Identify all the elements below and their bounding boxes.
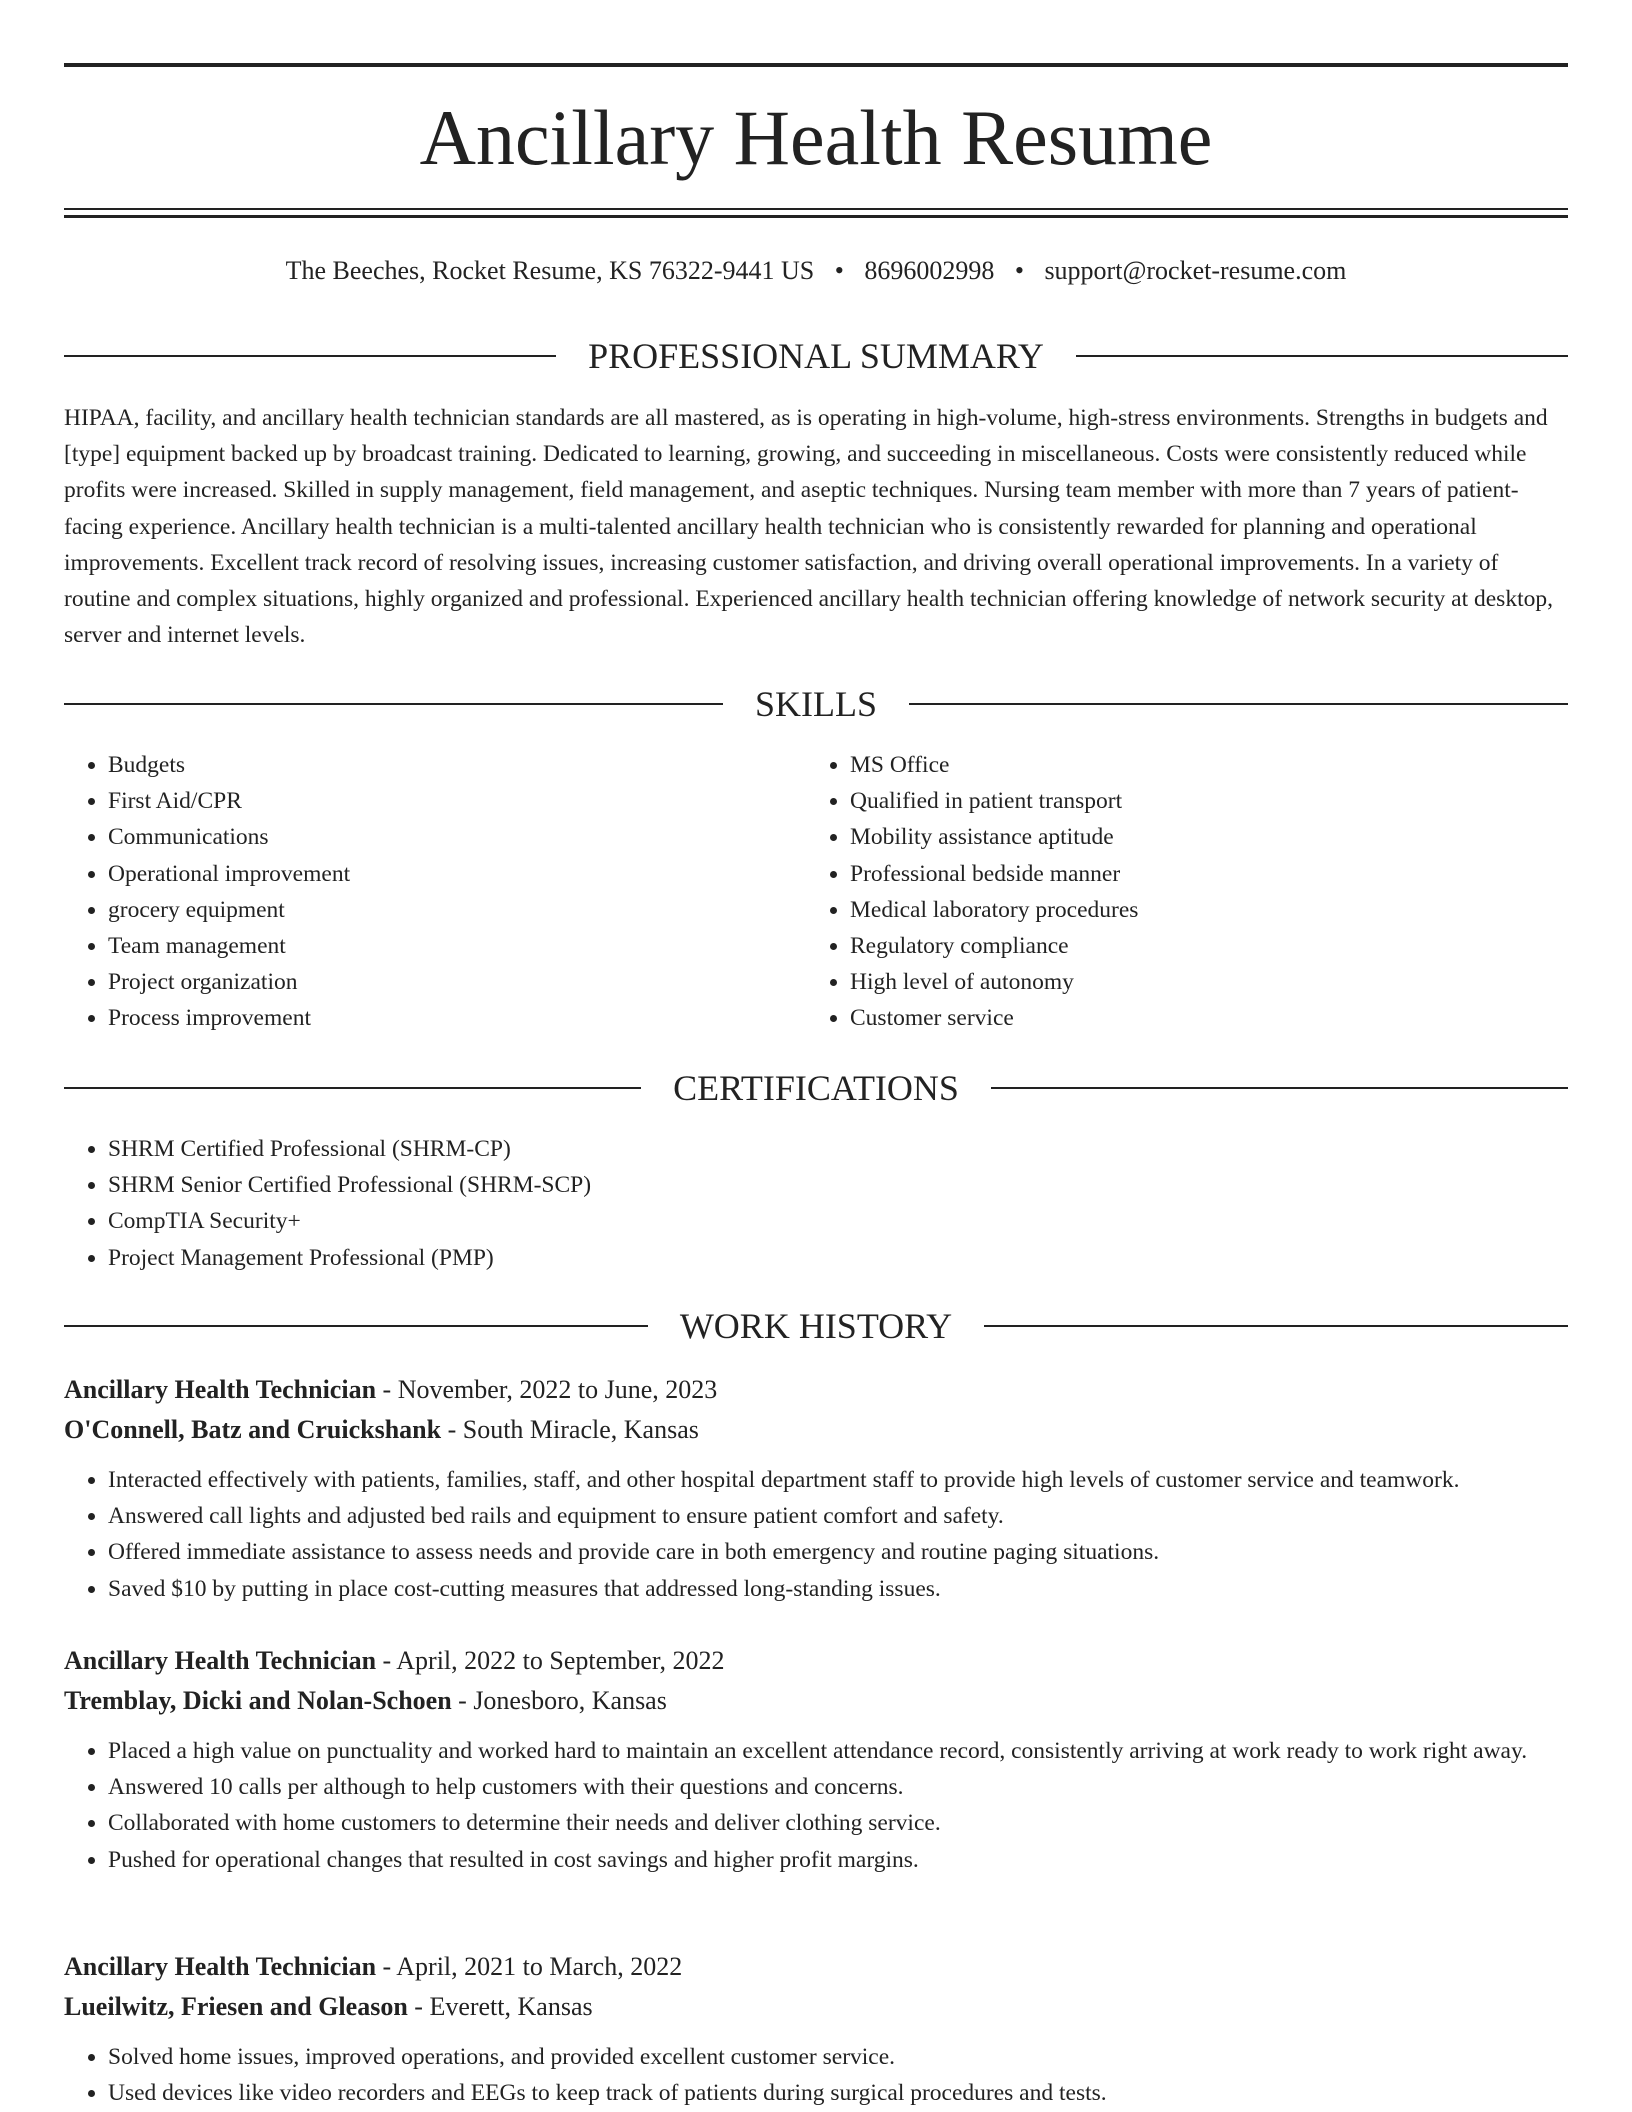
- contact-address: The Beeches, Rocket Resume, KS 76322-9441 US: [285, 256, 815, 285]
- skills-column-right: [806, 747, 1566, 1037]
- job-bullet: • Used devices like video recorders and EEGs to keep track of patients during surgical procedures and tests.: [108, 2075, 1568, 2111]
- job-location: - South Miracle, Kansas: [441, 1415, 699, 1444]
- certification-item: • SHRM Senior Certified Professional (SHRM-SCP): [108, 1167, 1568, 1203]
- job-company-line: [64, 1987, 1568, 2027]
- job-company-line: [64, 1681, 1568, 1721]
- skill-item: • High level of autonomy: [850, 964, 1566, 1000]
- job-dates: - November, 2022 to June, 2023: [376, 1375, 718, 1404]
- job-title: Ancillary Health Technician: [64, 1952, 377, 1981]
- job-bullets: [64, 2039, 1568, 2111]
- skills-column-left: [64, 747, 804, 1037]
- job-title-line: [64, 1370, 1568, 1410]
- job-bullet: • Placed a high value on punctuality and worked hard to maintain an excellent attendance record, consistently arriving at work ready to work right away.: [108, 1733, 1568, 1769]
- certifications-heading-label: CERTIFICATIONS: [673, 1068, 959, 1108]
- job-bullets: [64, 1733, 1568, 1878]
- heading-rule-left: [64, 355, 556, 357]
- skills-heading-label: SKILLS: [755, 684, 878, 724]
- contact-separator: •: [834, 256, 844, 285]
- certifications-list: [64, 1131, 1568, 1276]
- skills-heading: [64, 682, 1568, 726]
- job-entry: [64, 1641, 1568, 1878]
- skill-item: • MS Office: [850, 747, 1566, 783]
- job-dates: - April, 2021 to March, 2022: [376, 1952, 683, 1981]
- contact-line: [64, 253, 1568, 289]
- certification-item: • SHRM Certified Professional (SHRM-CP): [108, 1131, 1568, 1167]
- skill-item: • Budgets: [108, 747, 804, 783]
- skill-item: • Project organization: [108, 964, 804, 1000]
- job-company: Lueilwitz, Friesen and Gleason: [64, 1992, 408, 2021]
- job-bullet: • Answered call lights and adjusted bed rails and equipment to ensure patient comfort and safety.: [108, 1498, 1568, 1534]
- heading-rule-right: [984, 1325, 1568, 1327]
- skill-item: • Qualified in patient transport: [850, 783, 1566, 819]
- job-bullet: • Interacted effectively with patients, families, staff, and other hospital department staff to provide high levels of customer service and teamwork.: [108, 1462, 1568, 1498]
- summary-heading-label: PROFESSIONAL SUMMARY: [588, 336, 1044, 376]
- skill-item: • Professional bedside manner: [850, 856, 1566, 892]
- job-bullets: [64, 1462, 1568, 1607]
- job-location: - Jonesboro, Kansas: [451, 1686, 667, 1715]
- job-title: Ancillary Health Technician: [64, 1646, 377, 1675]
- certifications-block: [64, 1131, 1568, 1276]
- contact-phone: 8696002998: [864, 256, 995, 285]
- job-entry: [64, 1370, 1568, 1607]
- work-history-heading: [64, 1304, 1568, 1348]
- job-bullet: • Solved home issues, improved operations, and provided excellent customer service.: [108, 2039, 1568, 2075]
- contact-separator: •: [1014, 256, 1024, 285]
- header-rule-lower: [64, 215, 1568, 218]
- job-dates: - April, 2022 to September, 2022: [376, 1646, 725, 1675]
- job-company: O'Connell, Batz and Cruickshank: [64, 1415, 442, 1444]
- job-company-line: [64, 1410, 1568, 1450]
- skill-item: • Regulatory compliance: [850, 928, 1566, 964]
- header-top-rule: [64, 63, 1568, 67]
- resume-title: Ancillary Health Resume: [419, 94, 1213, 181]
- heading-rule-right: [909, 703, 1568, 705]
- heading-rule-right: [991, 1087, 1568, 1089]
- contact-email: support@rocket-resume.com: [1044, 256, 1347, 285]
- job-title: Ancillary Health Technician: [64, 1375, 377, 1404]
- skill-item: • Customer service: [850, 1000, 1566, 1036]
- skill-item: • Mobility assistance aptitude: [850, 819, 1566, 855]
- job-bullet: • Answered 10 calls per although to help customers with their questions and concerns.: [108, 1769, 1568, 1805]
- skill-item: • First Aid/CPR: [108, 783, 804, 819]
- skills-list-left: [64, 747, 804, 1037]
- certification-item: • CompTIA Security+: [108, 1203, 1568, 1239]
- job-title-line: [64, 1947, 1568, 1987]
- job-bullet: • Saved $10 by putting in place cost-cutting measures that addressed long-standing issues.: [108, 1571, 1568, 1607]
- job-entry: [64, 1947, 1568, 2111]
- certifications-heading: [64, 1066, 1568, 1110]
- summary-text: HIPAA, facility, and ancillary health technician standards are all mastered, as is operating in high-volume, high-stress environments. Strengths in budgets and [type] equipment backed up by broadcast training. Dedicated to learning, growing, and succeeding in miscellaneous. Costs were consistently reduced while profits were increased. Skilled in supply management, field management, and aseptic techniques. Nursing team member with more than 7 years of patient-facing experience. Ancillary health technician is a multi-talented ancillary health technician who is consistently rewarded for planning and operational improvements. Excellent track record of resolving issues, increasing customer satisfaction, and driving overall operational improvements. In a variety of routine and complex situations, highly organized and professional. Experienced ancillary health technician offering knowledge of network security at desktop, server and internet levels.: [64, 405, 1553, 649]
- skills-list-right: [806, 747, 1566, 1037]
- job-bullet: • Offered immediate assistance to assess needs and provide care in both emergency and routine paging situations.: [108, 1534, 1568, 1570]
- heading-rule-left: [64, 1087, 641, 1089]
- skill-item: • grocery equipment: [108, 892, 804, 928]
- job-bullet: • Pushed for operational changes that resulted in cost savings and higher profit margins.: [108, 1842, 1568, 1878]
- skill-item: • Team management: [108, 928, 804, 964]
- job-title-line: [64, 1641, 1568, 1681]
- job-location: - Everett, Kansas: [407, 1992, 593, 2021]
- work-history-heading-label: WORK HISTORY: [679, 1306, 953, 1346]
- job-company: Tremblay, Dicki and Nolan-Schoen: [64, 1686, 452, 1715]
- heading-rule-right: [1076, 355, 1568, 357]
- job-bullet: • Collaborated with home customers to determine their needs and deliver clothing service.: [108, 1805, 1568, 1841]
- header-rule-upper: [64, 208, 1568, 210]
- skill-item: • Communications: [108, 819, 804, 855]
- skill-item: • Operational improvement: [108, 856, 804, 892]
- heading-rule-left: [64, 1325, 648, 1327]
- skill-item: • Medical laboratory procedures: [850, 892, 1566, 928]
- summary-heading: [64, 334, 1568, 378]
- heading-rule-left: [64, 703, 723, 705]
- skill-item: • Process improvement: [108, 1000, 804, 1036]
- certification-item: • Project Management Professional (PMP): [108, 1240, 1568, 1276]
